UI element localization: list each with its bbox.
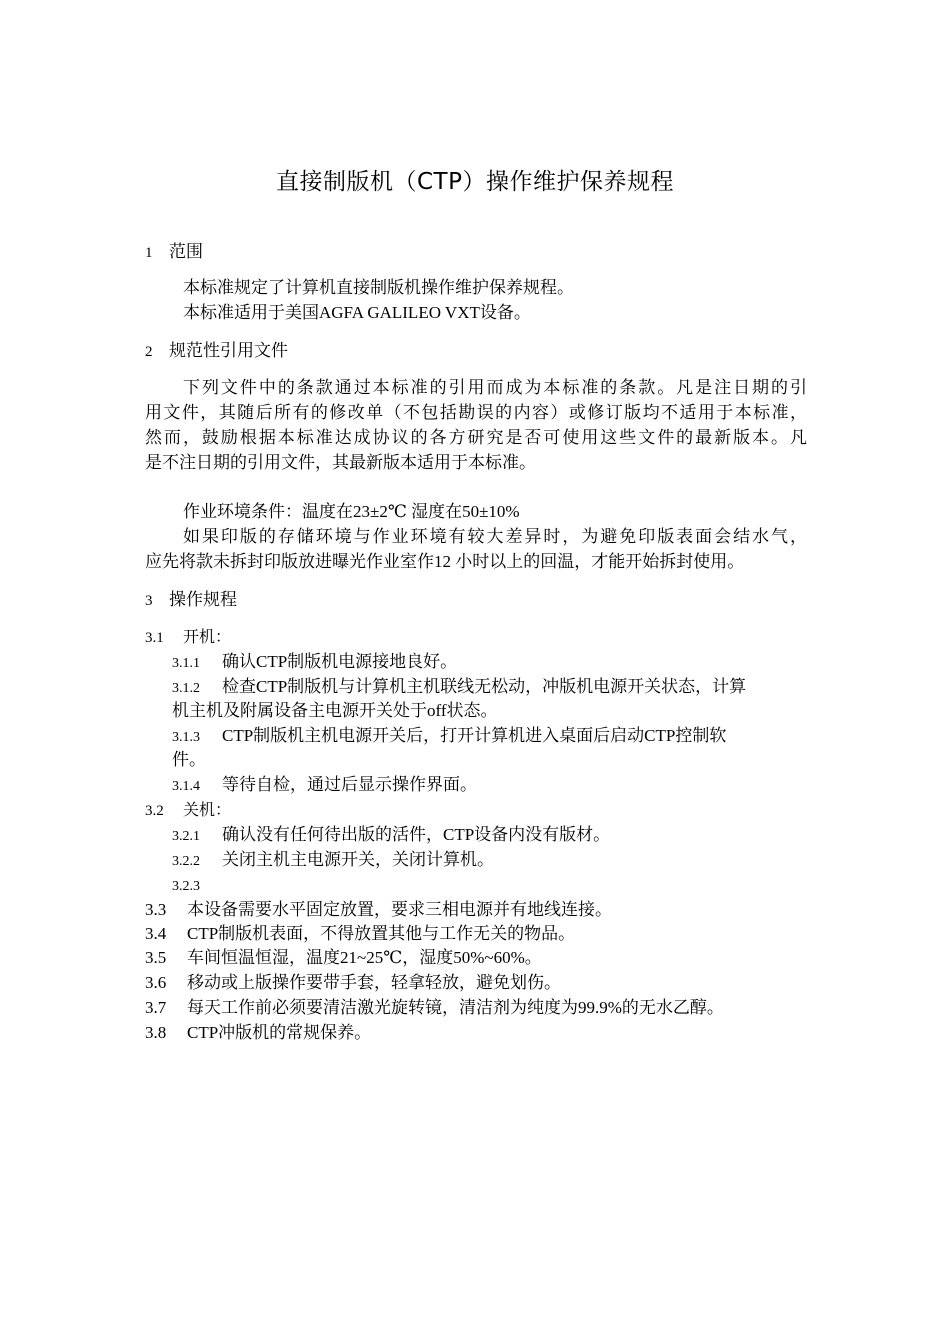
section-title: 范围	[169, 242, 203, 262]
subsection-title: 开机：	[183, 627, 232, 646]
section-number: 1	[145, 245, 153, 261]
list-item-continuation: 机主机及附属设备主电源开关处于off状态。	[172, 701, 498, 720]
environment-conditions: 作业环境条件：温度在23±2℃ 湿度在50±10%	[183, 502, 520, 521]
rule-number: 3.4	[145, 924, 167, 943]
section-number: 2	[145, 344, 153, 360]
paragraph-line: 是不注日期的引用文件，其最新版本适用于本标准。	[145, 453, 536, 472]
rule-text: 每天工作前必须要清洁激光旋转镜，清洁剂为纯度为99.9%的无水乙醇。	[187, 998, 724, 1017]
rule-text: CTP冲版机的常规保养。	[187, 1023, 372, 1042]
section-number: 3	[145, 593, 153, 609]
subsection-title: 关机：	[183, 800, 232, 819]
rule-text: CTP制版机表面，不得放置其他与工作无关的物品。	[187, 924, 576, 943]
rule-number: 3.6	[145, 973, 167, 992]
paragraph-line: 如果印版的存储环境与作业环境有较大差异时，为避免印版表面会结水气，	[183, 527, 807, 546]
paragraph-line: 应先将款未拆封印版放进曝光作业室作12 小时以上的回温，才能开始拆封使用。	[145, 552, 745, 571]
section-3-heading	[145, 588, 237, 613]
rule-number: 3.3	[145, 900, 167, 919]
paragraph-line: 下列文件中的条款通过本标准的引用而成为本标准的条款。凡是注日期的引	[183, 378, 807, 397]
item-text: 关闭主机主电源开关，关闭计算机。	[222, 850, 494, 869]
subsection-number: 3.2	[145, 803, 164, 819]
item-number: 3.1.1	[172, 656, 200, 671]
rule-item	[145, 1021, 371, 1045]
rule-item	[145, 996, 724, 1020]
list-item	[172, 650, 457, 676]
rule-number: 3.7	[145, 998, 167, 1017]
item-number: 3.1.4	[172, 779, 200, 794]
item-text: CTP制版机主机电源开关后，打开计算机进入桌面后启动CTP控制软	[222, 726, 727, 745]
rule-item	[145, 946, 542, 970]
paragraph: 本标准规定了计算机直接制版机操作维护保养规程。	[183, 278, 574, 297]
item-text: 确认CTP制版机电源接地良好。	[222, 652, 458, 671]
section-1-heading	[145, 240, 203, 265]
list-item	[172, 675, 746, 701]
item-number: 3.1.3	[172, 730, 200, 745]
rule-item	[145, 922, 575, 946]
document-title: 直接制版机（CTP）操作维护保养规程	[276, 169, 674, 195]
rule-text: 车间恒温恒湿，温度21~25℃，湿度50%~60%。	[187, 948, 542, 967]
subsection-number: 3.1	[145, 630, 164, 646]
section-2-heading	[145, 339, 288, 364]
list-item	[172, 724, 726, 750]
list-item	[172, 823, 610, 849]
item-text: 等待自检，通过后显示操作界面。	[222, 775, 477, 794]
list-item-continuation: 件。	[172, 750, 206, 769]
list-item	[172, 873, 222, 899]
item-number: 3.1.2	[172, 681, 200, 696]
subsection-3-1-heading	[145, 625, 231, 650]
list-item	[172, 773, 477, 799]
section-title: 规范性引用文件	[169, 341, 288, 361]
item-number: 3.2.2	[172, 854, 200, 869]
rule-item	[145, 971, 561, 995]
item-number: 3.2.3	[172, 879, 200, 894]
rule-text: 本设备需要水平固定放置，要求三相电源并有地线连接。	[187, 900, 612, 919]
item-text: 确认没有任何待出版的活件，CTP设备内没有版材。	[222, 825, 611, 844]
section-title: 操作规程	[169, 590, 237, 610]
paragraph-line: 然而，鼓励根据本标准达成协议的各方研究是否可使用这些文件的最新版本。凡	[145, 428, 807, 447]
list-item	[172, 848, 494, 874]
rule-number: 3.5	[145, 948, 167, 967]
paragraph: 本标准适用于美国AGFA GALILEO VXT设备。	[183, 303, 531, 322]
rule-number: 3.8	[145, 1023, 167, 1042]
subsection-3-2-heading	[145, 798, 231, 823]
paragraph-line: 用文件，其随后所有的修改单（不包括勘误的内容）或修订版均不适用于本标准，	[145, 403, 807, 422]
item-number: 3.2.1	[172, 829, 200, 844]
rule-text: 移动或上版操作要带手套，轻拿轻放，避免划伤。	[187, 973, 561, 992]
rule-item	[145, 898, 612, 922]
item-text: 检查CTP制版机与计算机主机联线无松动，冲版机电源开关状态，计算	[222, 677, 747, 696]
